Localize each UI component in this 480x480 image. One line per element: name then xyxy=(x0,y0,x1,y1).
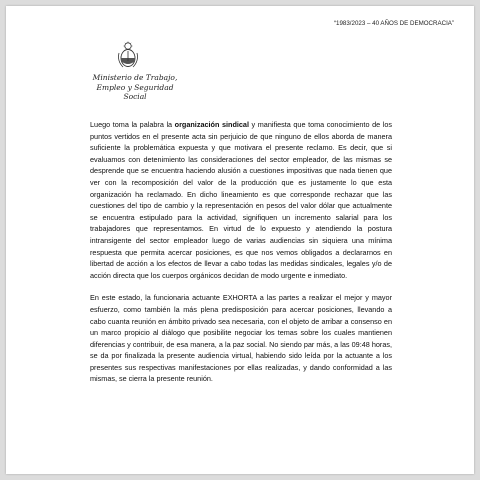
paragraph-1-text: y manifiesta que toma conocimiento de los puntos vertidos en el presente acta sin perjuicio de que ninguno de ellos aborda de manera suficiente la problemática expuesta y que motivara el presente reclamo. Es decir, que si evaluamos con detenimiento las consideraciones del sector empleador, de las mismas se desprende que se encuentra haciendo alusión a cuestiones impositivas que nada tienen que ver con la recomposición del valor de la producción que es justamente lo que esta organización ha reclamado. En dicho lineamiento es que corresponde rechazar que las cuestiones del tipo de cambio y la representación en pesos del valor dólar que actualmente se encuentra estipulado para la actividad, signifiquen un incremento salarial para los trabajadores que representamos. En virtud de lo expuesto y atendiendo la postura intransigente del sector empleador luego de varias audiencias sin siquiera una mínima respuesta que permita acercar posiciones, es que nos vemos obligados a declararnos en libertad de acción a los efectos de llevar a cabo todas las medidas sindicales, legales y/o de acción directa que los cuerpos orgánicos decidan de modo urgente e inmediato. xyxy=(90,120,392,280)
document-body xyxy=(90,119,392,385)
ministry-line-1: Ministerio de Trabajo, xyxy=(92,73,178,82)
header-motto: “1983/2023 – 40 AÑOS DE DEMOCRACIA” xyxy=(333,20,454,27)
paragraph-1-emphasis: organización sindical xyxy=(174,120,249,129)
paragraph-2: En este estado, la funcionaria actuante EXHORTA a las partes a realizar el mejor y mayor esfuerzo, como también la más plena predisposición para acercar posiciones, llevando a cabo cuanta reunión en ámbito privado sea necesaria, con el objeto de arribar a consenso en un marco propicio al diálogo que posibilite negociar los temas sobre los cuales mantienen diferencias y contribuir, de esa manera, a la paz social. No siendo par más, a las 09:48 horas, se da por finalizada la presente audiencia virtual, habiendo sido leída por la actuante a los presentes sus respectivas manifestaciones por ellas realizadas, y dando conformidad a las mismas, se cierra la presente reunión. xyxy=(90,293,392,384)
coat-of-arms-icon xyxy=(116,41,140,69)
ministry-line-2: Empleo y Seguridad Social xyxy=(96,82,174,101)
paragraph-1-intro: Luego toma la palabra la xyxy=(90,120,175,129)
paragraph-1 xyxy=(90,119,392,281)
document-page xyxy=(6,6,474,474)
ministry-letterhead xyxy=(90,73,180,102)
